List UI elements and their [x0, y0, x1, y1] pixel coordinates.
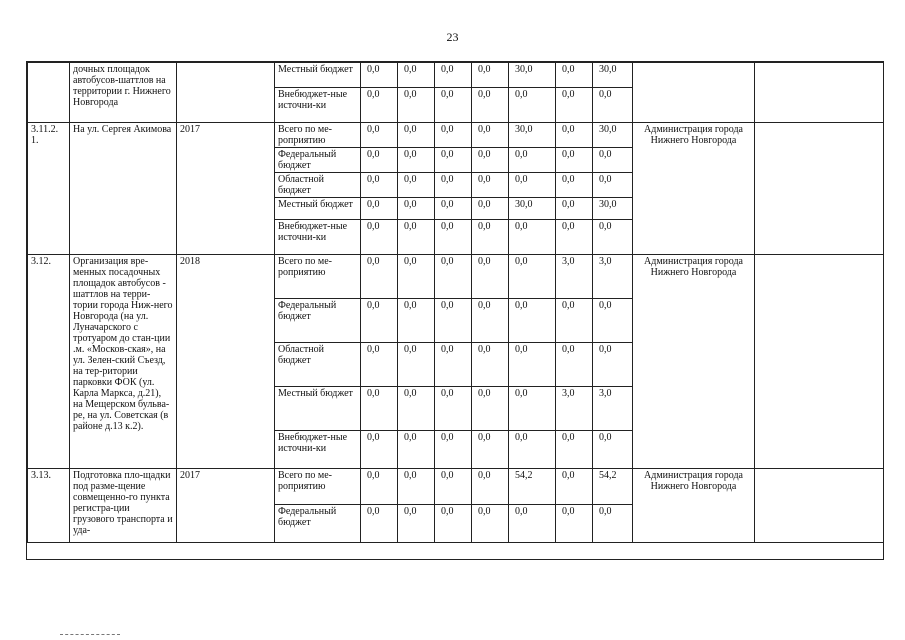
funding-source-cell: Местный бюджет — [275, 198, 361, 220]
table-body — [28, 63, 885, 543]
value-cell: 0,0 — [435, 343, 472, 387]
value-cell: 30,0 — [593, 63, 633, 88]
value-cell: 0,0 — [472, 63, 509, 88]
value-cell: 30,0 — [593, 123, 633, 148]
item-name-cell: Организация вре-менных посадочных площадок автобусов - шаттлов на терри-тории города Ниж-него Новгорода (на ул. Луначарского с тротуаром до стан-ции .м. «Москов-ская», на ул. Зелен-ский Съезд, на тер-ритории парковки ФОК (ул. Карла Маркса, д.21), на Мещерском бульва-ре, на ул. Советская (в районе д.13 к.2). — [70, 255, 177, 469]
value-cell: 0,0 — [593, 431, 633, 469]
value-cell: 0,0 — [593, 173, 633, 198]
value-cell: 0,0 — [472, 505, 509, 543]
value-cell: 0,0 — [472, 343, 509, 387]
item-year-cell — [177, 63, 275, 123]
value-cell: 0,0 — [398, 148, 435, 173]
funding-source-cell: Федеральный бюджет — [275, 299, 361, 343]
value-cell: 0,0 — [435, 431, 472, 469]
value-cell: 0,0 — [556, 123, 593, 148]
value-cell: 0,0 — [398, 63, 435, 88]
value-cell: 0,0 — [472, 387, 509, 431]
value-cell: 0,0 — [398, 255, 435, 299]
executor-cell: Администрация города Нижнего Новгорода — [633, 255, 755, 469]
value-cell: 0,0 — [435, 299, 472, 343]
value-cell: 0,0 — [509, 255, 556, 299]
value-cell: 30,0 — [593, 198, 633, 220]
value-cell: 0,0 — [556, 63, 593, 88]
value-cell: 0,0 — [398, 343, 435, 387]
funding-source-cell: Федеральный бюджет — [275, 148, 361, 173]
value-cell: 0,0 — [361, 88, 398, 123]
value-cell: 0,0 — [398, 505, 435, 543]
funding-source-cell: Всего по ме-роприятию — [275, 469, 361, 505]
value-cell: 0,0 — [593, 88, 633, 123]
value-cell: 0,0 — [472, 173, 509, 198]
value-cell: 30,0 — [509, 123, 556, 148]
funding-source-cell: Внебюджет-ные источни-ки — [275, 431, 361, 469]
table-row — [28, 469, 885, 505]
item-year-cell: 2018 — [177, 255, 275, 469]
value-cell: 0,0 — [593, 299, 633, 343]
value-cell: 0,0 — [361, 198, 398, 220]
value-cell: 0,0 — [472, 255, 509, 299]
value-cell: 0,0 — [361, 123, 398, 148]
value-cell: 0,0 — [509, 505, 556, 543]
empty-last-cell — [755, 255, 885, 469]
value-cell: 0,0 — [361, 299, 398, 343]
funding-source-cell: Внебюджет-ные источни-ки — [275, 88, 361, 123]
empty-last-cell — [755, 123, 885, 255]
value-cell: 0,0 — [509, 173, 556, 198]
value-cell: 0,0 — [472, 148, 509, 173]
table-row — [28, 63, 885, 88]
executor-cell — [633, 63, 755, 123]
item-year-cell: 2017 — [177, 123, 275, 255]
value-cell: 0,0 — [556, 198, 593, 220]
value-cell: 0,0 — [509, 299, 556, 343]
funding-source-cell: Местный бюджет — [275, 387, 361, 431]
empty-last-cell — [755, 469, 885, 543]
value-cell: 0,0 — [398, 198, 435, 220]
value-cell: 0,0 — [361, 469, 398, 505]
value-cell: 0,0 — [556, 431, 593, 469]
value-cell: 0,0 — [361, 220, 398, 255]
item-name-cell: На ул. Сергея Акимова — [70, 123, 177, 255]
value-cell: 0,0 — [398, 220, 435, 255]
value-cell: 0,0 — [556, 88, 593, 123]
value-cell: 3,0 — [593, 387, 633, 431]
value-cell: 0,0 — [361, 148, 398, 173]
value-cell: 0,0 — [593, 148, 633, 173]
value-cell: 0,0 — [472, 88, 509, 123]
value-cell: 0,0 — [398, 387, 435, 431]
value-cell: 0,0 — [556, 343, 593, 387]
item-name-cell: Подготовка пло-щадки под разме-щение совмещенно-го пункта регистра-ции грузового транспорта и уда- — [70, 469, 177, 543]
value-cell: 0,0 — [361, 63, 398, 88]
value-cell: 0,0 — [556, 469, 593, 505]
executor-cell: Администрация города Нижнего Новгорода — [633, 123, 755, 255]
value-cell: 0,0 — [593, 505, 633, 543]
value-cell: 0,0 — [398, 431, 435, 469]
value-cell: 0,0 — [361, 255, 398, 299]
scan-artifact-line — [60, 634, 120, 637]
value-cell: 54,2 — [509, 469, 556, 505]
value-cell: 0,0 — [435, 173, 472, 198]
value-cell: 0,0 — [593, 343, 633, 387]
funding-source-cell: Внебюджет-ные источни-ки — [275, 220, 361, 255]
value-cell: 0,0 — [509, 148, 556, 173]
value-cell: 0,0 — [435, 220, 472, 255]
value-cell: 0,0 — [472, 299, 509, 343]
value-cell: 0,0 — [435, 255, 472, 299]
value-cell: 0,0 — [435, 148, 472, 173]
value-cell: 0,0 — [472, 431, 509, 469]
value-cell: 0,0 — [509, 387, 556, 431]
value-cell: 0,0 — [361, 505, 398, 543]
value-cell: 3,0 — [556, 387, 593, 431]
value-cell: 54,2 — [593, 469, 633, 505]
value-cell: 0,0 — [509, 88, 556, 123]
value-cell: 30,0 — [509, 198, 556, 220]
item-code-cell — [28, 63, 70, 123]
value-cell: 0,0 — [472, 123, 509, 148]
value-cell: 0,0 — [435, 198, 472, 220]
value-cell: 0,0 — [398, 88, 435, 123]
executor-cell: Администрация города Нижнего Новгорода — [633, 469, 755, 543]
funding-source-cell: Областной бюджет — [275, 343, 361, 387]
value-cell: 0,0 — [435, 387, 472, 431]
item-code-cell: 3.11.2. 1. — [28, 123, 70, 255]
value-cell: 0,0 — [556, 173, 593, 198]
value-cell: 0,0 — [435, 123, 472, 148]
value-cell: 0,0 — [398, 123, 435, 148]
funding-source-cell: Всего по ме-роприятию — [275, 255, 361, 299]
value-cell: 0,0 — [398, 299, 435, 343]
value-cell: 0,0 — [509, 431, 556, 469]
empty-last-cell — [755, 63, 885, 123]
item-name-cell: дочных площадок автобусов-шаттлов на территории г. Нижнего Новгорода — [70, 63, 177, 123]
value-cell: 0,0 — [593, 220, 633, 255]
funding-source-cell: Областной бюджет — [275, 173, 361, 198]
value-cell: 0,0 — [556, 299, 593, 343]
value-cell: 0,0 — [509, 220, 556, 255]
funding-source-cell: Федеральный бюджет — [275, 505, 361, 543]
value-cell: 0,0 — [556, 220, 593, 255]
table-row — [28, 123, 885, 148]
table-row — [28, 255, 885, 299]
item-code-cell: 3.13. — [28, 469, 70, 543]
value-cell: 0,0 — [556, 505, 593, 543]
value-cell: 0,0 — [435, 505, 472, 543]
value-cell: 0,0 — [509, 343, 556, 387]
value-cell: 3,0 — [556, 255, 593, 299]
value-cell: 0,0 — [398, 173, 435, 198]
value-cell: 0,0 — [361, 173, 398, 198]
page-number: 23 — [446, 30, 459, 44]
item-code-cell: 3.12. — [28, 255, 70, 469]
value-cell: 0,0 — [472, 469, 509, 505]
value-cell: 0,0 — [472, 198, 509, 220]
value-cell: 0,0 — [435, 469, 472, 505]
item-year-cell: 2017 — [177, 469, 275, 543]
value-cell: 0,0 — [361, 387, 398, 431]
budget-table — [27, 62, 884, 543]
value-cell: 30,0 — [509, 63, 556, 88]
value-cell: 0,0 — [361, 431, 398, 469]
value-cell: 0,0 — [556, 148, 593, 173]
value-cell: 0,0 — [472, 220, 509, 255]
funding-source-cell: Всего по ме-роприятию — [275, 123, 361, 148]
budget-table-frame — [26, 61, 884, 560]
value-cell: 3,0 — [593, 255, 633, 299]
value-cell: 0,0 — [435, 63, 472, 88]
funding-source-cell: Местный бюджет — [275, 63, 361, 88]
value-cell: 0,0 — [398, 469, 435, 505]
value-cell: 0,0 — [361, 343, 398, 387]
value-cell: 0,0 — [435, 88, 472, 123]
